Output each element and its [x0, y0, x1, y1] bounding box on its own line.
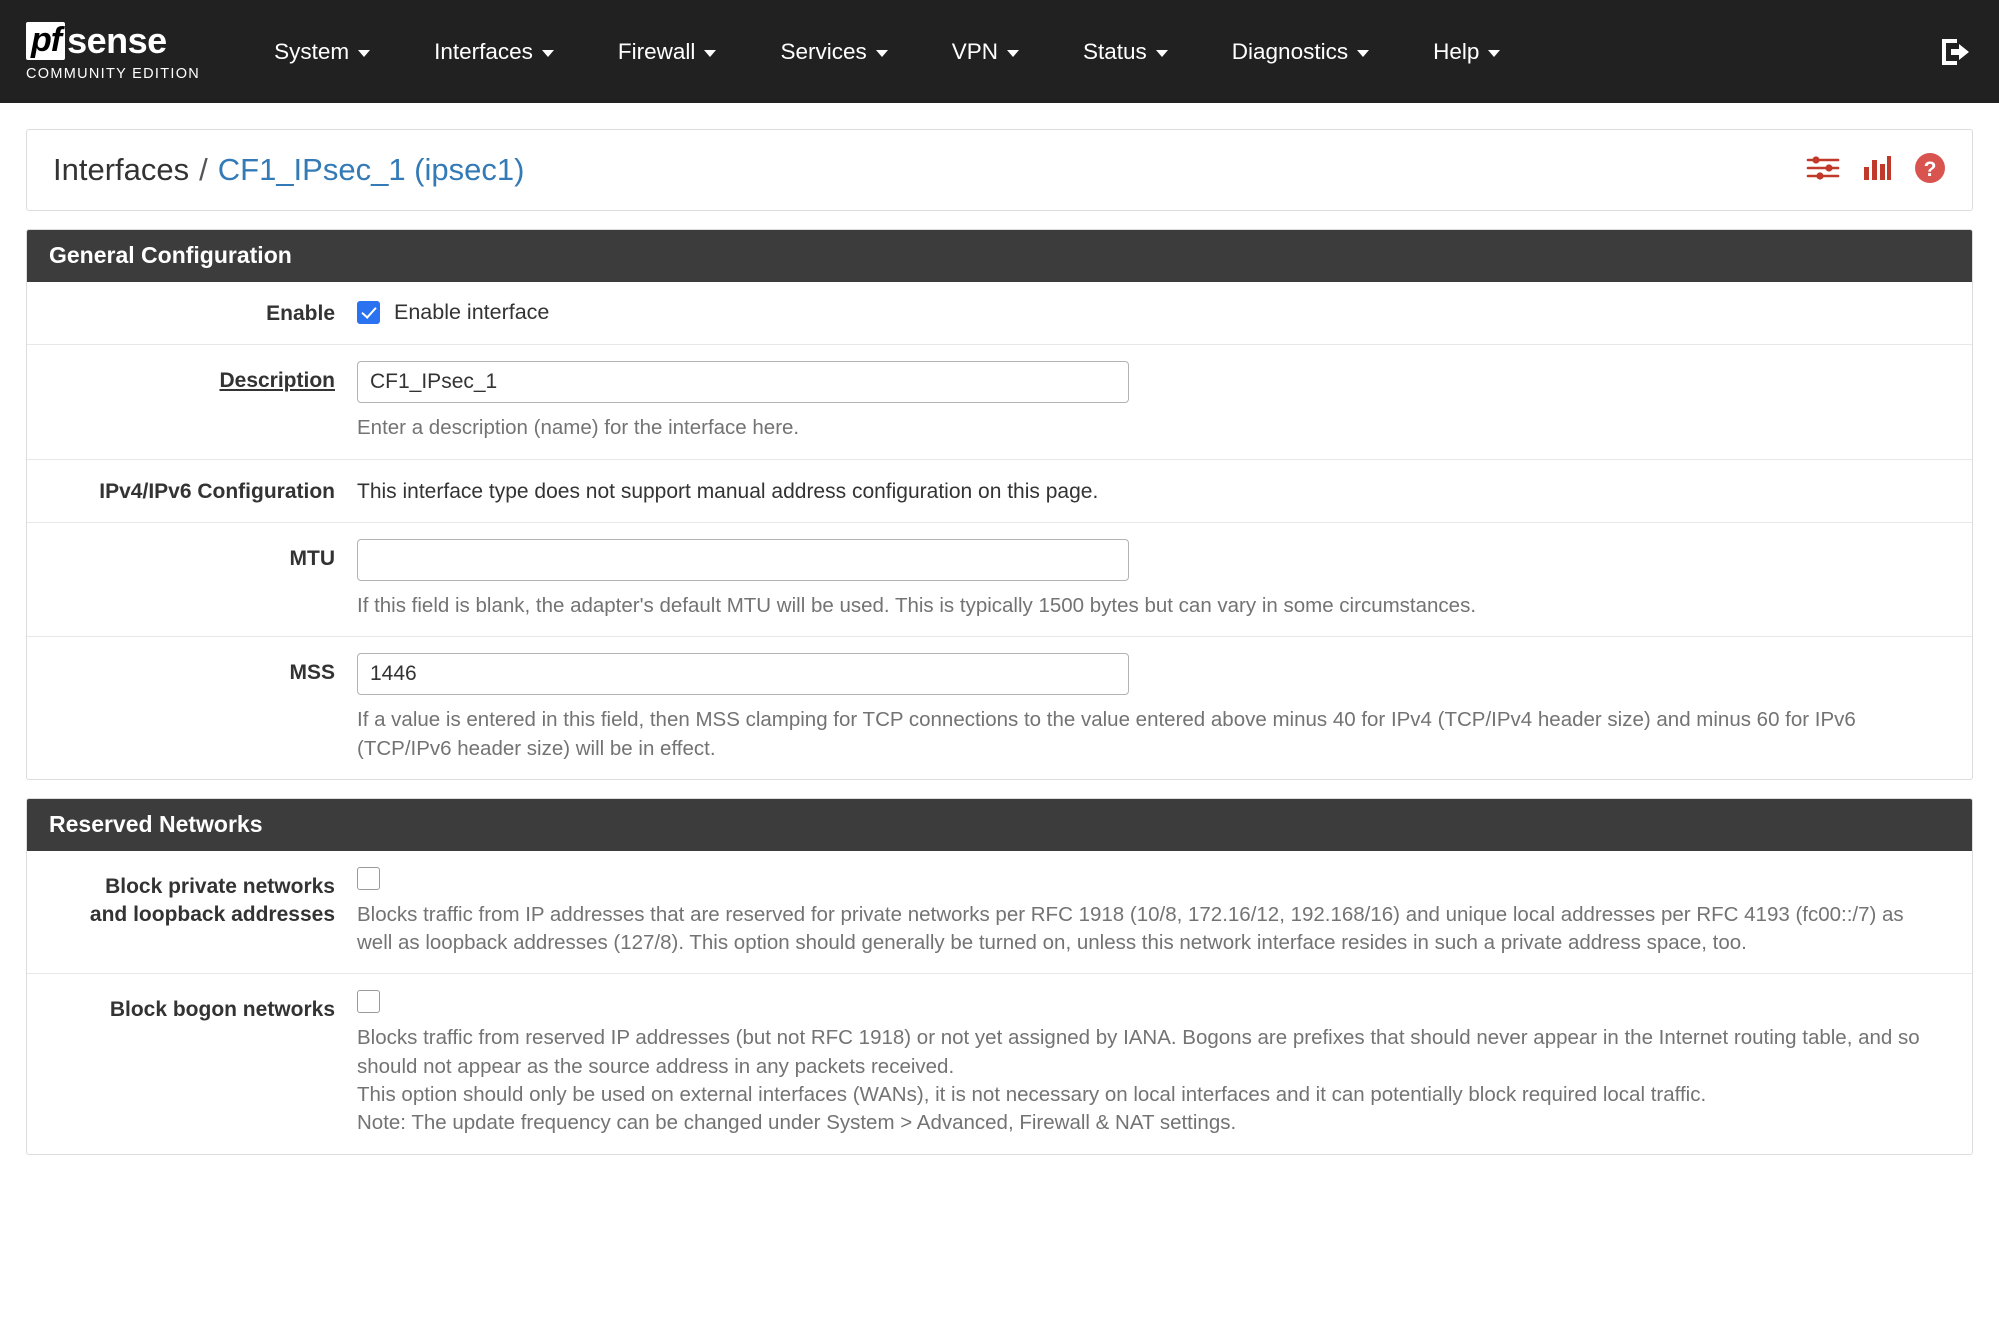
panel-title-general-configuration: General Configuration: [27, 230, 1972, 282]
help-block-bogon-line3: Note: The update frequency can be changed under System > Advanced, Firewall & NAT settings.: [357, 1111, 1237, 1135]
control-mtu: [357, 539, 1972, 620]
brand-sense-text: sense: [67, 19, 167, 61]
label-ip-configuration: IPv4/IPv6 Configuration: [99, 479, 335, 503]
page-header-icons: [1806, 152, 1946, 189]
row-description: [27, 345, 1972, 459]
breadcrumb-current[interactable]: CF1_IPsec_1 (ipsec1): [217, 152, 525, 187]
enable-interface-checkbox[interactable]: [357, 301, 380, 324]
label-description: [27, 361, 357, 442]
chevron-down-icon: [1488, 50, 1500, 57]
nav-item-services[interactable]: [748, 0, 919, 103]
nav-item-label: Services: [780, 38, 867, 64]
panel-body-reserved-networks: [27, 851, 1972, 1154]
brand-edition-text: COMMUNITY EDITION: [26, 65, 201, 82]
nav-item-interfaces[interactable]: [402, 0, 586, 103]
sliders-icon[interactable]: [1806, 154, 1840, 187]
panel-body-general-configuration: [27, 282, 1972, 779]
nav-item-diagnostics[interactable]: [1200, 0, 1401, 103]
control-mss: [357, 653, 1972, 763]
control-block-private-networks: [357, 867, 1972, 958]
label-description-text[interactable]: Description: [219, 369, 335, 393]
nav-item-help[interactable]: [1401, 0, 1532, 103]
top-navbar: [0, 0, 1999, 103]
help-icon[interactable]: [1914, 152, 1946, 189]
breadcrumb-separator: /: [199, 152, 208, 187]
row-block-bogon-networks: [27, 974, 1972, 1153]
panel-reserved-networks: [26, 798, 1973, 1155]
chevron-down-icon: [358, 50, 370, 57]
chevron-down-icon: [1357, 50, 1369, 57]
control-ip-configuration: [357, 476, 1972, 506]
chevron-down-icon: [542, 50, 554, 57]
nav-item-status[interactable]: [1051, 0, 1200, 103]
nav-menu: [242, 0, 1532, 103]
brand-pf-text: pf: [26, 22, 65, 60]
nav-item-firewall[interactable]: [586, 0, 749, 103]
label-mss: MSS: [289, 661, 335, 685]
control-enable: [357, 298, 1972, 328]
label-mtu: MTU: [289, 546, 335, 570]
help-block-bogon-line1: Blocks traffic from reserved IP addresses (but not RFC 1918) or not yet assigned by IANA. Bogons are prefixes that should never appear in the Internet routing table, and so should not appear as the source address in any packets received.: [357, 1026, 1920, 1078]
breadcrumb-root: Interfaces: [53, 152, 190, 187]
label-block-private-line2: and loopback addresses: [89, 903, 335, 927]
control-description: [357, 361, 1972, 442]
chevron-down-icon: [1156, 50, 1168, 57]
row-mtu: [27, 523, 1972, 637]
nav-item-system[interactable]: [242, 0, 402, 103]
block-private-networks-checkbox[interactable]: [357, 867, 380, 890]
chevron-down-icon: [704, 50, 716, 57]
pfsense-logo[interactable]: [26, 19, 201, 82]
brand-logo-row: [26, 19, 200, 61]
logout-icon[interactable]: [1939, 36, 1973, 68]
nav-item-label: Diagnostics: [1231, 38, 1349, 64]
enable-interface-label: Enable interface: [394, 300, 550, 324]
control-block-bogon-networks: [357, 990, 1972, 1137]
nav-item-label: VPN: [951, 38, 998, 64]
chart-icon[interactable]: [1862, 154, 1892, 187]
enable-interface-checkbox-group[interactable]: [357, 298, 1942, 325]
help-block-bogon-line2: This option should only be used on external interfaces (WANs), it is not necessary on local interfaces and it can potentially block required local traffic.: [357, 1082, 1707, 1106]
label-block-bogon-networks: Block bogon networks: [109, 998, 335, 1022]
nav-item-label: System: [274, 38, 350, 64]
label-block-private-line1: Block private networks: [105, 874, 335, 898]
panel-general-configuration: [26, 229, 1973, 780]
row-block-private-networks: [27, 851, 1972, 975]
ip-configuration-text: This interface type does not support manual address configuration on this page.: [357, 479, 1099, 503]
help-description: Enter a description (name) for the interface here.: [357, 416, 800, 440]
panel-title-reserved-networks: Reserved Networks: [27, 799, 1972, 851]
label-enable: Enable: [266, 302, 335, 325]
help-mss: If a value is entered in this field, then MSS clamping for TCP connections to the value entered above minus 40 for IPv4 (TCP/IPv4 header size) and minus 60 for IPv6 (TCP/IPv6 header size) will be in effect.: [357, 708, 1856, 760]
svg-text:?: ?: [1923, 157, 1937, 181]
description-input[interactable]: [357, 361, 1129, 403]
row-mss: [27, 637, 1972, 779]
nav-item-label: Interfaces: [434, 38, 533, 64]
help-mtu: If this field is blank, the adapter's default MTU will be used. This is typically 1500 bytes but can vary in some circumstances.: [357, 593, 1477, 617]
row-enable: [27, 282, 1972, 345]
mtu-input[interactable]: [357, 539, 1129, 581]
row-ip-configuration: [27, 460, 1972, 523]
mss-input[interactable]: [357, 653, 1129, 695]
label-block-private-networks: [27, 867, 357, 958]
breadcrumb: [53, 152, 524, 188]
nav-item-label: Firewall: [617, 38, 696, 64]
nav-item-vpn[interactable]: [920, 0, 1051, 103]
chevron-down-icon: [1007, 50, 1019, 57]
help-block-private-networks: Blocks traffic from IP addresses that are reserved for private networks per RFC 1918 (10/8, 172.16/12, 192.168/16) and unique local addresses per RFC 4193 (fc00::/7) as well as loopback addresses (127/8). This option should generally be turned on, unless this network interface resides in such a private address space, too.: [357, 902, 1904, 955]
nav-item-label: Help: [1433, 38, 1480, 64]
nav-item-label: Status: [1082, 38, 1147, 64]
page-header: [26, 129, 1973, 211]
block-bogon-networks-checkbox[interactable]: [357, 990, 380, 1013]
chevron-down-icon: [876, 50, 888, 57]
